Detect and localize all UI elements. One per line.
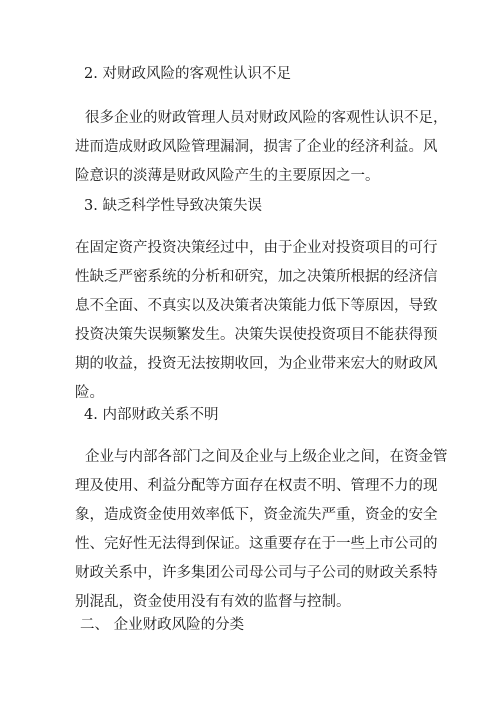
paragraph-line: 性缺乏严密系统的分析和研究，加之决策所根据的经济信: [75, 269, 438, 285]
paragraph-line: 别混乱，资金使用没有有效的监督与控制。: [75, 594, 351, 610]
section-paragraph-2: [75, 104, 448, 191]
paragraph-line: 投资决策失误频繁发生。决策失误使投资项目不能获得预: [75, 327, 438, 343]
section-paragraph-3: [75, 234, 438, 408]
paragraph-line: 财政关系中，许多集团公司母公司与子公司的财政关系特: [75, 565, 438, 581]
paragraph-line: 性、完好性无法得到保证。这重要存在于一些上市公司的: [75, 536, 438, 552]
section-heading-4: 4. 内部财政关系不明: [84, 407, 219, 423]
section-paragraph-4: [75, 443, 448, 617]
paragraph-line: 险意识的淡薄是财政风险产生的主要原因之一。: [75, 168, 380, 184]
paragraph-line: 企业与内部各部门之间及企业与上级企业之间，在资金管: [85, 449, 448, 465]
main-section-heading: 二、 企业财政风险的分类: [80, 617, 245, 633]
paragraph-line: 象，造成资金使用效率低下，资金流失严重，资金的安全: [75, 507, 438, 523]
section-heading-2: 2. 对财政风险的客观性认识不足: [84, 66, 291, 82]
paragraph-line: 很多企业的财政管理人员对财政风险的客观性认识不足，: [85, 110, 448, 126]
paragraph-line: 进而造成财政风险管理漏洞，损害了企业的经济利益。风: [75, 139, 438, 155]
section-heading-3: 3. 缺乏科学性导致决策失误: [84, 198, 262, 214]
paragraph-line: 在固定资产投资决策经过中，由于企业对投资项目的可行: [75, 240, 438, 256]
paragraph-line: 险。: [75, 385, 104, 401]
paragraph-line: 息不全面、不真实以及决策者决策能力低下等原因，导致: [75, 298, 438, 314]
paragraph-line: 期的收益，投资无法按期收回，为企业带来宏大的财政风: [75, 356, 438, 372]
paragraph-line: 理及使用、利益分配等方面存在权责不明、管理不力的现: [75, 478, 438, 494]
